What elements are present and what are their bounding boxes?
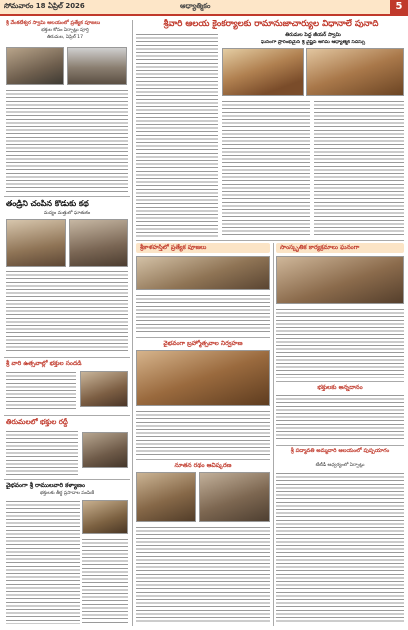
divider: [276, 445, 404, 446]
photo-seminar: [306, 48, 404, 96]
main-body-text-3: [314, 100, 404, 237]
divider: [4, 415, 130, 416]
photo-devotees: [82, 432, 128, 468]
photo-accused: [6, 219, 66, 267]
top-left-dateline: తిరుమల, ఏప్రిల్ 17: [46, 35, 84, 40]
masthead-section: ఆధ్యాత్మికం: [180, 2, 211, 10]
center-bar-headline-box: [136, 243, 270, 253]
divider: [136, 337, 270, 338]
main-body-text-2: [222, 100, 310, 237]
divider: [4, 479, 130, 480]
photo-brahmotsavam: [136, 350, 270, 406]
photo-cultural: [276, 256, 404, 304]
left-low-body-text: [6, 371, 76, 411]
center-low-headline: నూతన రథం ఆవిష్కరణ: [174, 462, 232, 469]
left-low2-headline: తిరుమలలో భక్తుల రద్దీ: [6, 418, 68, 426]
center-bar-headline: శ్రీకాళహస్తిలో ప్రత్యేక పూజలు: [140, 244, 207, 251]
column-rule: [273, 243, 274, 626]
photo-procession: [80, 371, 128, 407]
center-bar-body-text: [136, 294, 270, 334]
photo-kalyanam: [82, 500, 128, 534]
masthead-bar: [0, 0, 408, 16]
left-mid-headline: తండ్రిని చంపిన కొడుకు కథ: [6, 199, 89, 208]
divider: [136, 459, 270, 460]
divider: [276, 381, 404, 382]
left-bottom-body-text: [6, 500, 80, 624]
photo-kalahasti: [136, 256, 270, 290]
photo-temple-crowd: [6, 47, 64, 85]
divider: [136, 240, 404, 241]
column-rule: [132, 20, 133, 626]
top-left-subhead: భక్తుల కోసం ఏర్పాట్లు పూర్తి: [41, 28, 89, 33]
right-bar-headline-box: [276, 243, 404, 253]
right-mid-headline: భక్తులకు అన్నదానం: [317, 384, 363, 391]
left-bottom-subhead: భక్తులకు తీర్థ ప్రసాదాల పంపిణీ: [39, 491, 95, 496]
left-bottom-body-text-2: [82, 538, 128, 624]
right-low-subhead: టీటీడీ ఆధ్వర్యంలో ఏర్పాట్లు: [315, 463, 365, 468]
divider: [4, 357, 130, 358]
top-left-headline: శ్రీ వేంకటేశ్వర స్వామి ఆలయంలో ప్రత్యేక పూజలు: [6, 20, 101, 26]
center-mid-headline: వైభవంగా బ్రహ్మోత్సవాల నిర్వహణ: [163, 340, 243, 347]
right-bar-body-text: [276, 308, 404, 378]
main-body-text: [136, 33, 218, 237]
photo-building: [67, 47, 127, 85]
photo-victim: [69, 219, 128, 267]
left-bottom-headline: వైభవంగా శ్రీ రాములవారి కళ్యాణం: [6, 482, 85, 489]
page-number: 5: [390, 0, 408, 14]
left-low-headline: శ్రీ వారి ఉత్సవాల్లో భక్తుల సందడి: [6, 360, 82, 367]
right-bar-headline: సాంస్కృతిక కార్యక్రమాలు ఘనంగా: [280, 244, 360, 251]
main-headline: శ్రీవారి ఆలయ కైంకర్యాలకు రామానుజాచార్యుల విధానాలే పునాది: [163, 19, 379, 29]
center-low-body-text: [136, 526, 270, 624]
photo-chariot: [136, 472, 196, 522]
left-mid-subhead: మద్యం మత్తులో ఘాతుకం: [43, 211, 91, 216]
photo-swamiji: [222, 48, 304, 96]
main-photo-caption: ఘనంగా ప్రారంభమైన శ్రీ వైష్ణవ ఆగమ ఆధ్యాత్మిక సదస్సు: [260, 40, 366, 45]
right-mid-body-text: [276, 394, 404, 442]
right-low-headline: శ్రీ పద్మావతి అమ్మవారి ఆలయంలో పుష్పయాగం: [290, 448, 390, 454]
center-mid-body-text: [136, 410, 270, 456]
right-low-body-text: [276, 472, 404, 624]
left-low2-body-text: [6, 430, 78, 476]
masthead-date: సోమవారం 18 ఏప్రిల్ 2026: [4, 2, 85, 10]
divider: [4, 196, 130, 197]
top-left-body-text: [6, 89, 128, 193]
left-mid-body-text: [6, 270, 128, 354]
main-subhead: తిరుమల పెద్ద జీయర్ స్వామి: [285, 32, 341, 38]
photo-officials: [199, 472, 270, 522]
